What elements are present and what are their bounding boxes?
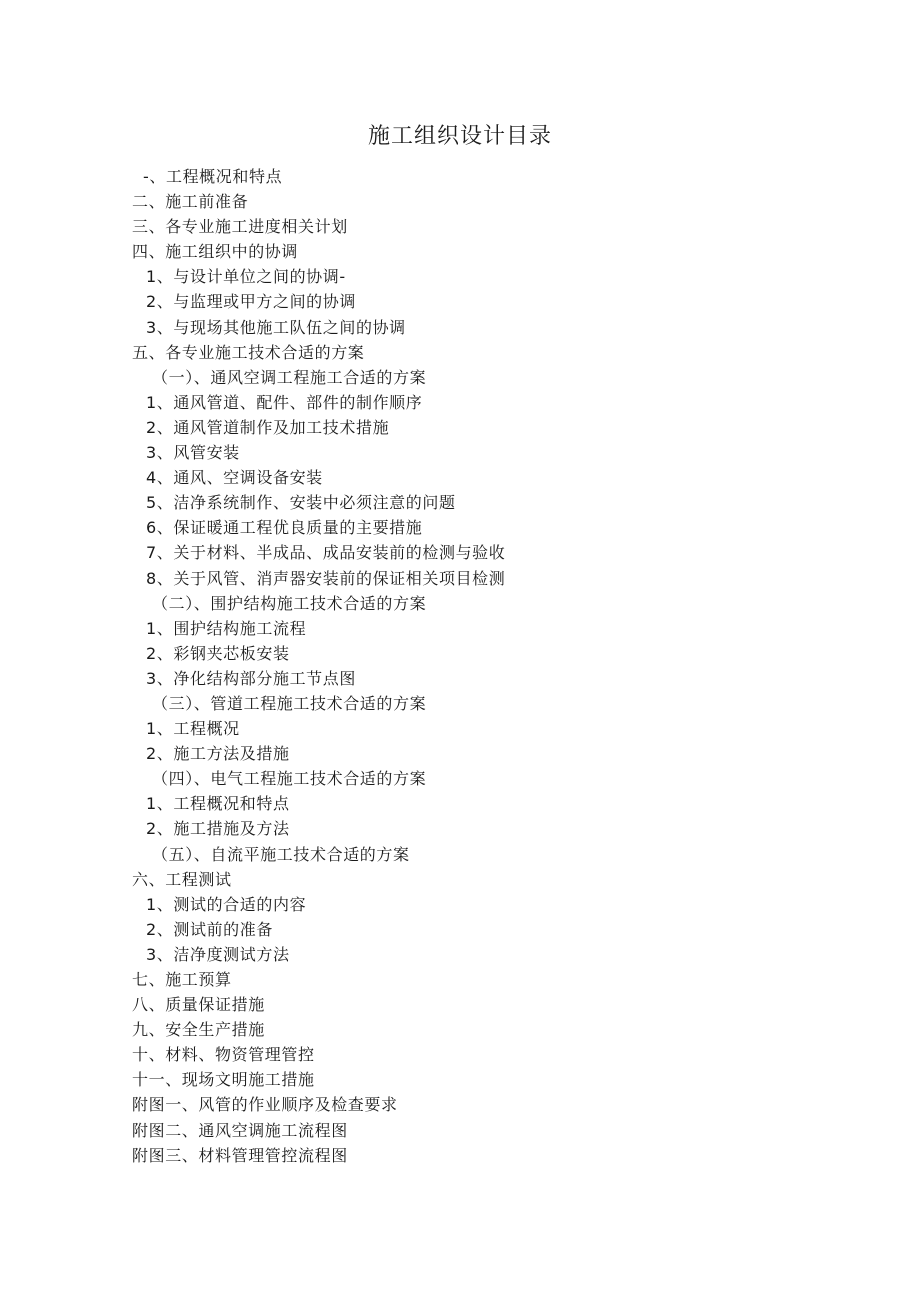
toc-entry: 1、工程概况和特点: [146, 794, 290, 814]
toc-entry: -、工程概况和特点: [143, 167, 283, 186]
toc-entry: 1、工程概况: [146, 719, 240, 739]
toc-entry: （三）、管道工程施工技术合适的方案: [152, 693, 427, 713]
toc-entry: （一）、通风空调工程施工合适的方案: [152, 367, 427, 387]
toc-entry: 附图二、通风空调施工流程图: [132, 1120, 348, 1140]
toc-entry: 十一、现场文明施工措施: [132, 1070, 315, 1090]
toc-entry: 1、与设计单位之间的协调-: [146, 267, 346, 287]
toc-entry: 3、风管安装: [146, 443, 240, 463]
toc-entry: 六、工程测试: [132, 869, 232, 889]
toc-entry: 2、测试前的准备: [146, 919, 273, 939]
toc-entry: 7、关于材料、半成品、成品安装前的检测与验收: [146, 543, 506, 563]
toc-entry: （四）、电气工程施工技术合适的方案: [152, 769, 427, 789]
toc-entry: 附图一、风管的作业顺序及检查要求: [132, 1095, 398, 1115]
toc-entry: 2、通风管道制作及加工技术措施: [146, 417, 390, 437]
toc-entry: 九、安全生产措施: [132, 1020, 265, 1040]
toc-entry: 1、通风管道、配件、部件的制作顺序: [146, 392, 423, 412]
toc-entry: 1、测试的合适的内容: [146, 894, 307, 914]
toc-entry: 附图三、材料管理管控流程图: [132, 1145, 348, 1165]
toc-entry: 2、施工措施及方法: [146, 819, 290, 839]
toc-entry: 五、各专业施工技术合适的方案: [132, 342, 365, 362]
toc-entry: 3、与现场其他施工队伍之间的协调: [146, 317, 406, 337]
toc-entry: 5、洁净系统制作、安装中必须注意的问题: [146, 493, 456, 513]
toc-entry: 十、材料、物资管理管控: [132, 1045, 315, 1065]
toc-entry: 三、各专业施工进度相关计划: [132, 217, 348, 237]
toc-entry: 二、施工前准备: [132, 192, 249, 212]
toc-entry: 八、质量保证措施: [132, 995, 265, 1015]
table-of-contents: [0, 164, 920, 1168]
toc-entry: 4、通风、空调设备安装: [146, 468, 323, 488]
toc-entry: （二）、围护结构施工技术合适的方案: [152, 593, 427, 613]
toc-entry: 3、洁净度测试方法: [146, 944, 290, 964]
toc-entry: 2、彩钢夹芯板安装: [146, 643, 290, 663]
document-title: 施工组织设计目录: [367, 124, 552, 149]
toc-entry: 8、关于风管、消声器安装前的保证相关项目检测: [146, 568, 506, 588]
toc-entry: 2、与监理或甲方之间的协调: [146, 292, 356, 312]
toc-entry: （五）、自流平施工技术合适的方案: [152, 844, 410, 864]
toc-entry: 七、施工预算: [132, 970, 232, 989]
toc-entry: 四、施工组织中的协调: [132, 242, 299, 262]
toc-entry: 2、施工方法及措施: [146, 744, 290, 764]
toc-entry: 6、保证暖通工程优良质量的主要措施: [146, 518, 423, 538]
toc-entry: 1、围护结构施工流程: [146, 618, 307, 638]
toc-entry: 3、净化结构部分施工节点图: [146, 668, 356, 688]
